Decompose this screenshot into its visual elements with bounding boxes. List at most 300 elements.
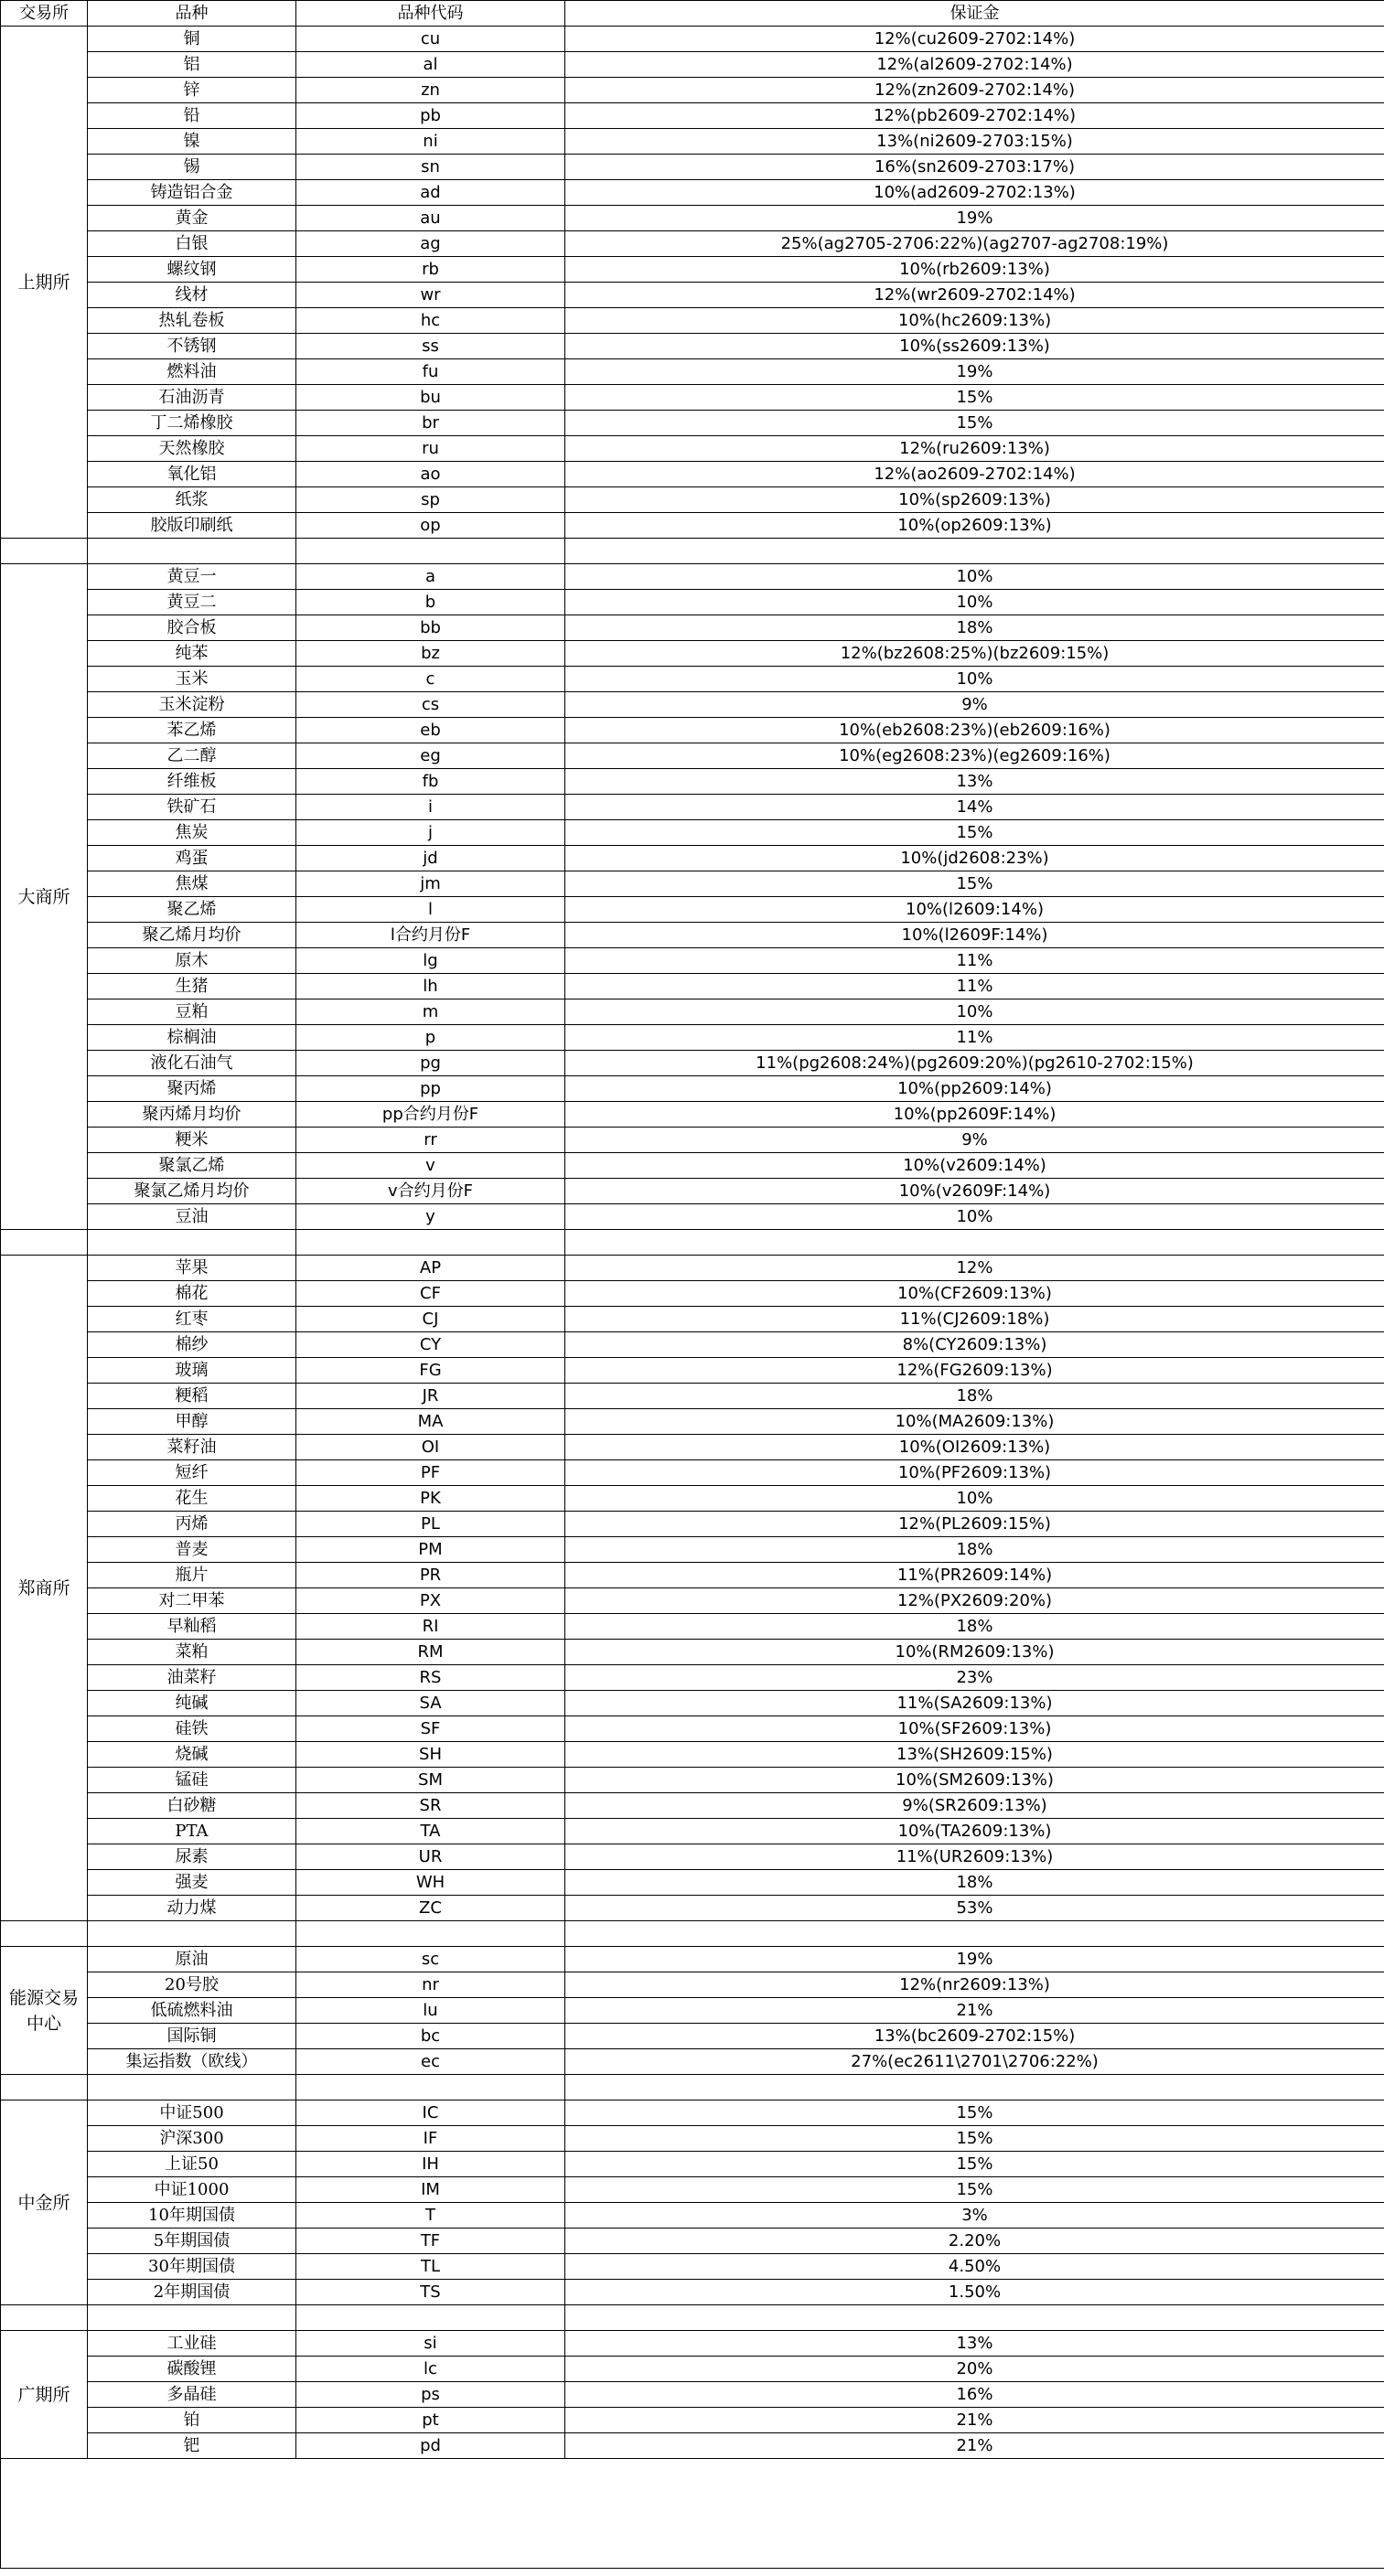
table-row <box>1 206 1384 231</box>
margin-value: 10% <box>565 564 1384 590</box>
product-code: sn <box>296 155 565 180</box>
product-name: 碳酸锂 <box>88 2357 296 2382</box>
header-name: 品种 <box>88 1 296 27</box>
margin-value: 12%(al2609-2702:14%) <box>565 52 1384 78</box>
blank-cell <box>88 1230 296 1256</box>
product-code: MA <box>296 1409 565 1435</box>
product-name: 聚氯乙烯月均价 <box>88 1179 296 1204</box>
margin-value: 13%(SH2609:15%) <box>565 1742 1384 1768</box>
table-row <box>1 1742 1384 1768</box>
table-row <box>1 1947 1384 1972</box>
margin-value: 12%(bz2608:25%)(bz2609:15%) <box>565 641 1384 667</box>
margin-value: 13% <box>565 769 1384 795</box>
product-code: sc <box>296 1947 565 1972</box>
product-name: 10年期国债 <box>88 2203 296 2229</box>
margin-value: 11% <box>565 1025 1384 1051</box>
exchange-name: 郑商所 <box>1 1256 88 1921</box>
product-name: 鸡蛋 <box>88 846 296 871</box>
table-row <box>1 871 1384 897</box>
margin-value: 11%(CJ2609:18%) <box>565 1307 1384 1332</box>
product-code: PX <box>296 1588 565 1614</box>
product-code: p <box>296 1025 565 1051</box>
product-name: 丙烯 <box>88 1512 296 1537</box>
table-row <box>1 436 1384 462</box>
margin-value: 27%(ec2611\2701\2706:22%) <box>565 2049 1384 2075</box>
exchange-name: 能源交易中心 <box>1 1947 88 2075</box>
product-name: 线材 <box>88 283 296 308</box>
product-code: UR <box>296 1844 565 1870</box>
margin-value: 18% <box>565 1870 1384 1896</box>
product-code: ni <box>296 129 565 155</box>
margin-value: 12%(ru2609:13%) <box>565 436 1384 462</box>
margin-value: 12%(wr2609-2702:14%) <box>565 283 1384 308</box>
margin-value: 9% <box>565 1128 1384 1153</box>
margin-value: 10% <box>565 1204 1384 1230</box>
table-row <box>1 1896 1384 1921</box>
product-code: PL <box>296 1512 565 1537</box>
table-row <box>1 2280 1384 2305</box>
product-code: op <box>296 513 565 539</box>
product-name: 聚乙烯月均价 <box>88 923 296 948</box>
product-code: fb <box>296 769 565 795</box>
product-name: 原木 <box>88 948 296 974</box>
table-row <box>1 129 1384 155</box>
product-name: 花生 <box>88 1486 296 1512</box>
margin-value: 9% <box>565 692 1384 718</box>
table-row <box>1 1102 1384 1128</box>
product-name: 白银 <box>88 231 296 257</box>
margin-value: 10%(CF2609:13%) <box>565 1281 1384 1307</box>
product-code: lg <box>296 948 565 974</box>
margin-value: 10%(eg2608:23%)(eg2609:16%) <box>565 743 1384 769</box>
product-name: 硅铁 <box>88 1716 296 1742</box>
product-name: 纯苯 <box>88 641 296 667</box>
product-name: 红枣 <box>88 1307 296 1332</box>
margin-value: 10% <box>565 1486 1384 1512</box>
product-name: 铸造铝合金 <box>88 180 296 206</box>
margin-value: 15% <box>565 2100 1384 2126</box>
margin-value: 11%(UR2609:13%) <box>565 1844 1384 1870</box>
table-row <box>1 180 1384 206</box>
blank-cell <box>565 1921 1384 1947</box>
margin-value: 25%(ag2705-2706:22%)(ag2707-ag2708:19%) <box>565 231 1384 257</box>
margin-value: 18% <box>565 1614 1384 1640</box>
product-code: lc <box>296 2357 565 2382</box>
product-name: 中证500 <box>88 2100 296 2126</box>
product-name: 黄金 <box>88 206 296 231</box>
table-row <box>1 52 1384 78</box>
margin-value: 10%(v2609F:14%) <box>565 1179 1384 1204</box>
product-name: 黄豆二 <box>88 590 296 615</box>
product-code: pp <box>296 1076 565 1102</box>
table-row <box>1 564 1384 590</box>
product-name: 铂 <box>88 2408 296 2433</box>
product-name: 胶合板 <box>88 615 296 641</box>
header-row <box>1 1 1384 27</box>
product-name: 菜粕 <box>88 1640 296 1665</box>
table-row <box>1 1537 1384 1563</box>
table-row <box>1 1972 1384 1998</box>
table-row <box>1 2408 1384 2433</box>
product-name: 胶版印刷纸 <box>88 513 296 539</box>
margin-value: 18% <box>565 615 1384 641</box>
blank-cell <box>565 1230 1384 1256</box>
product-code: SH <box>296 1742 565 1768</box>
product-name: 纤维板 <box>88 769 296 795</box>
product-name: 丁二烯橡胶 <box>88 411 296 436</box>
margin-table-body <box>1 1 1384 2569</box>
product-code: RM <box>296 1640 565 1665</box>
table-row <box>1 385 1384 411</box>
margin-value: 11% <box>565 948 1384 974</box>
margin-value: 12%(ao2609-2702:14%) <box>565 462 1384 487</box>
table-row <box>1 1793 1384 1819</box>
product-code: j <box>296 820 565 846</box>
product-name: 铅 <box>88 103 296 129</box>
table-row <box>1 1665 1384 1691</box>
blank-cell <box>296 2075 565 2100</box>
product-name: 上证50 <box>88 2152 296 2177</box>
product-name: 低硫燃料油 <box>88 1998 296 2024</box>
margin-value: 10%(pp2609:14%) <box>565 1076 1384 1102</box>
product-name: 苹果 <box>88 1256 296 1281</box>
table-row <box>1 1281 1384 1307</box>
margin-value: 11%(PR2609:14%) <box>565 1563 1384 1588</box>
table-row <box>1 795 1384 820</box>
product-name: 锡 <box>88 155 296 180</box>
product-name: 沪深300 <box>88 2126 296 2152</box>
product-code: TS <box>296 2280 565 2305</box>
table-row <box>1 103 1384 129</box>
product-code: l <box>296 897 565 923</box>
product-code: ZC <box>296 1896 565 1921</box>
table-row <box>1 2382 1384 2408</box>
product-name: 玻璃 <box>88 1358 296 1384</box>
blank-cell <box>1 2075 88 2100</box>
margin-value: 19% <box>565 359 1384 385</box>
margin-value: 15% <box>565 2152 1384 2177</box>
product-code: PM <box>296 1537 565 1563</box>
separator-row <box>1 1921 1384 1947</box>
product-name: 棉花 <box>88 1281 296 1307</box>
table-row <box>1 1076 1384 1102</box>
margin-value: 21% <box>565 2408 1384 2433</box>
table-row <box>1 2357 1384 2382</box>
table-row <box>1 1384 1384 1409</box>
header-margin: 保证金 <box>565 1 1384 27</box>
margin-value: 16%(sn2609-2703:17%) <box>565 155 1384 180</box>
margin-value: 15% <box>565 385 1384 411</box>
header-code: 品种代码 <box>296 1 565 27</box>
product-code: zn <box>296 78 565 103</box>
margin-value: 10% <box>565 667 1384 692</box>
product-code: v <box>296 1153 565 1179</box>
product-code: br <box>296 411 565 436</box>
product-name: 2年期国债 <box>88 2280 296 2305</box>
product-name: 铜 <box>88 27 296 52</box>
product-name: 苯乙烯 <box>88 718 296 743</box>
table-row <box>1 2049 1384 2075</box>
table-row <box>1 1716 1384 1742</box>
product-name: 钯 <box>88 2433 296 2459</box>
product-name: 聚氯乙烯 <box>88 1153 296 1179</box>
margin-value: 3% <box>565 2203 1384 2229</box>
table-row <box>1 769 1384 795</box>
table-row <box>1 2203 1384 2229</box>
product-name: 菜籽油 <box>88 1435 296 1460</box>
blank-cell <box>565 2305 1384 2331</box>
blank-cell <box>1 2459 1384 2569</box>
product-code: hc <box>296 308 565 334</box>
product-name: 粳稻 <box>88 1384 296 1409</box>
table-row <box>1 1409 1384 1435</box>
margin-value: 10%(l2609F:14%) <box>565 923 1384 948</box>
product-name: 瓶片 <box>88 1563 296 1588</box>
margin-value: 15% <box>565 411 1384 436</box>
margin-value: 10%(sp2609:13%) <box>565 487 1384 513</box>
table-row <box>1 820 1384 846</box>
margin-value: 18% <box>565 1537 1384 1563</box>
product-name: 国际铜 <box>88 2024 296 2049</box>
product-name: 不锈钢 <box>88 334 296 359</box>
margin-value: 12% <box>565 1256 1384 1281</box>
margin-value: 20% <box>565 2357 1384 2382</box>
footer-blank-row <box>1 2459 1384 2569</box>
product-code: cs <box>296 692 565 718</box>
margin-value: 12%(pb2609-2702:14%) <box>565 103 1384 129</box>
product-code: PK <box>296 1486 565 1512</box>
margin-value: 10%(SF2609:13%) <box>565 1716 1384 1742</box>
margin-value: 10%(hc2609:13%) <box>565 308 1384 334</box>
table-row <box>1 308 1384 334</box>
table-row <box>1 1844 1384 1870</box>
product-name: 动力煤 <box>88 1896 296 1921</box>
blank-cell <box>296 539 565 564</box>
table-row <box>1 1512 1384 1537</box>
product-code: ss <box>296 334 565 359</box>
product-code: cu <box>296 27 565 52</box>
margin-value: 10%(PF2609:13%) <box>565 1460 1384 1486</box>
margin-value: 10%(pp2609F:14%) <box>565 1102 1384 1128</box>
margin-value: 10%(ad2609-2702:13%) <box>565 180 1384 206</box>
table-row <box>1 590 1384 615</box>
margin-value: 12%(FG2609:13%) <box>565 1358 1384 1384</box>
product-name: 螺纹钢 <box>88 257 296 283</box>
margin-value: 10%(TA2609:13%) <box>565 1819 1384 1844</box>
product-code: lu <box>296 1998 565 2024</box>
product-name: 豆粕 <box>88 999 296 1025</box>
product-name: 5年期国债 <box>88 2229 296 2254</box>
product-code: si <box>296 2331 565 2357</box>
margin-value: 12%(PX2609:20%) <box>565 1588 1384 1614</box>
margin-value: 10%(ss2609:13%) <box>565 334 1384 359</box>
table-row <box>1 1025 1384 1051</box>
product-name: 铁矿石 <box>88 795 296 820</box>
table-row <box>1 667 1384 692</box>
margin-value: 10%(op2609:13%) <box>565 513 1384 539</box>
product-code: lh <box>296 974 565 999</box>
product-code: PR <box>296 1563 565 1588</box>
blank-cell <box>296 2305 565 2331</box>
margin-value: 19% <box>565 1947 1384 1972</box>
product-code: JR <box>296 1384 565 1409</box>
table-row <box>1 2229 1384 2254</box>
table-row <box>1 2177 1384 2203</box>
table-row <box>1 1460 1384 1486</box>
product-name: 中证1000 <box>88 2177 296 2203</box>
table-row <box>1 462 1384 487</box>
product-code: wr <box>296 283 565 308</box>
exchange-name: 大商所 <box>1 564 88 1230</box>
exchange-name: 上期所 <box>1 27 88 539</box>
margin-value: 12%(nr2609:13%) <box>565 1972 1384 1998</box>
separator-row <box>1 539 1384 564</box>
margin-value: 10%(RM2609:13%) <box>565 1640 1384 1665</box>
table-row <box>1 1128 1384 1153</box>
margin-value: 10%(rb2609:13%) <box>565 257 1384 283</box>
margin-value: 10%(jd2608:23%) <box>565 846 1384 871</box>
table-row <box>1 2126 1384 2152</box>
table-row <box>1 1819 1384 1844</box>
margin-value: 10%(OI2609:13%) <box>565 1435 1384 1460</box>
table-row <box>1 1588 1384 1614</box>
product-code: ru <box>296 436 565 462</box>
table-row <box>1 1998 1384 2024</box>
table-row <box>1 1640 1384 1665</box>
margin-value: 9%(SR2609:13%) <box>565 1793 1384 1819</box>
product-code: pp合约月份F <box>296 1102 565 1128</box>
product-name: 玉米 <box>88 667 296 692</box>
table-row <box>1 2331 1384 2357</box>
product-code: jm <box>296 871 565 897</box>
table-row <box>1 1179 1384 1204</box>
margin-value: 23% <box>565 1665 1384 1691</box>
table-row <box>1 411 1384 436</box>
product-name: 原油 <box>88 1947 296 1972</box>
table-row <box>1 2152 1384 2177</box>
margin-value: 18% <box>565 1384 1384 1409</box>
margin-value: 13%(ni2609-2703:15%) <box>565 129 1384 155</box>
margin-value: 15% <box>565 2177 1384 2203</box>
margin-value: 10%(v2609:14%) <box>565 1153 1384 1179</box>
table-row <box>1 1486 1384 1512</box>
product-name: 焦煤 <box>88 871 296 897</box>
product-name: PTA <box>88 1819 296 1844</box>
product-name: 聚乙烯 <box>88 897 296 923</box>
product-name: 氧化铝 <box>88 462 296 487</box>
product-code: pt <box>296 2408 565 2433</box>
margin-value: 21% <box>565 1998 1384 2024</box>
table-row <box>1 999 1384 1025</box>
product-code: CF <box>296 1281 565 1307</box>
product-code: ad <box>296 180 565 206</box>
product-code: ag <box>296 231 565 257</box>
margin-value: 21% <box>565 2433 1384 2459</box>
table-row <box>1 1870 1384 1896</box>
product-code: SF <box>296 1716 565 1742</box>
table-row <box>1 2433 1384 2459</box>
product-code: IF <box>296 2126 565 2152</box>
blank-cell <box>88 2075 296 2100</box>
margin-value: 15% <box>565 2126 1384 2152</box>
margin-value: 10%(eb2608:23%)(eb2609:16%) <box>565 718 1384 743</box>
product-code: ec <box>296 2049 565 2075</box>
product-code: pg <box>296 1051 565 1076</box>
blank-cell <box>565 2075 1384 2100</box>
exchange-name: 广期所 <box>1 2331 88 2459</box>
product-code: SA <box>296 1691 565 1716</box>
table-row <box>1 692 1384 718</box>
product-name: 20号胶 <box>88 1972 296 1998</box>
product-code: ps <box>296 2382 565 2408</box>
table-row <box>1 487 1384 513</box>
separator-row <box>1 1230 1384 1256</box>
margin-value: 11% <box>565 974 1384 999</box>
product-name: 早籼稻 <box>88 1614 296 1640</box>
product-code: c <box>296 667 565 692</box>
product-code: TF <box>296 2229 565 2254</box>
blank-cell <box>296 1921 565 1947</box>
margin-value: 13% <box>565 2331 1384 2357</box>
table-row <box>1 27 1384 52</box>
table-row <box>1 1691 1384 1716</box>
table-row <box>1 897 1384 923</box>
product-code: RS <box>296 1665 565 1691</box>
table-row <box>1 513 1384 539</box>
product-name: 棕榈油 <box>88 1025 296 1051</box>
product-code: AP <box>296 1256 565 1281</box>
product-name: 焦炭 <box>88 820 296 846</box>
table-row <box>1 974 1384 999</box>
product-name: 尿素 <box>88 1844 296 1870</box>
product-code: IC <box>296 2100 565 2126</box>
table-row <box>1 1563 1384 1588</box>
table-row <box>1 2024 1384 2049</box>
margin-value: 4.50% <box>565 2254 1384 2280</box>
table-row <box>1 231 1384 257</box>
table-row <box>1 1153 1384 1179</box>
blank-cell <box>88 2305 296 2331</box>
product-name: 普麦 <box>88 1537 296 1563</box>
margin-value: 10%(SM2609:13%) <box>565 1768 1384 1793</box>
table-row <box>1 1614 1384 1640</box>
margin-value: 10%(MA2609:13%) <box>565 1409 1384 1435</box>
table-row <box>1 641 1384 667</box>
table-row <box>1 1307 1384 1332</box>
product-code: SM <box>296 1768 565 1793</box>
product-code: WH <box>296 1870 565 1896</box>
product-name: 玉米淀粉 <box>88 692 296 718</box>
margin-value: 15% <box>565 820 1384 846</box>
product-code: TL <box>296 2254 565 2280</box>
product-name: 粳米 <box>88 1128 296 1153</box>
margin-value: 12%(zn2609-2702:14%) <box>565 78 1384 103</box>
product-name: 黄豆一 <box>88 564 296 590</box>
product-name: 聚丙烯 <box>88 1076 296 1102</box>
product-name: 纯碱 <box>88 1691 296 1716</box>
product-name: 油菜籽 <box>88 1665 296 1691</box>
product-name: 生猪 <box>88 974 296 999</box>
product-name: 短纤 <box>88 1460 296 1486</box>
product-code: jd <box>296 846 565 871</box>
table-row <box>1 1768 1384 1793</box>
margin-value: 12%(PL2609:15%) <box>565 1512 1384 1537</box>
table-row <box>1 923 1384 948</box>
margin-value: 11%(SA2609:13%) <box>565 1691 1384 1716</box>
margin-value: 10% <box>565 590 1384 615</box>
blank-cell <box>88 539 296 564</box>
margin-value: 1.50% <box>565 2280 1384 2305</box>
